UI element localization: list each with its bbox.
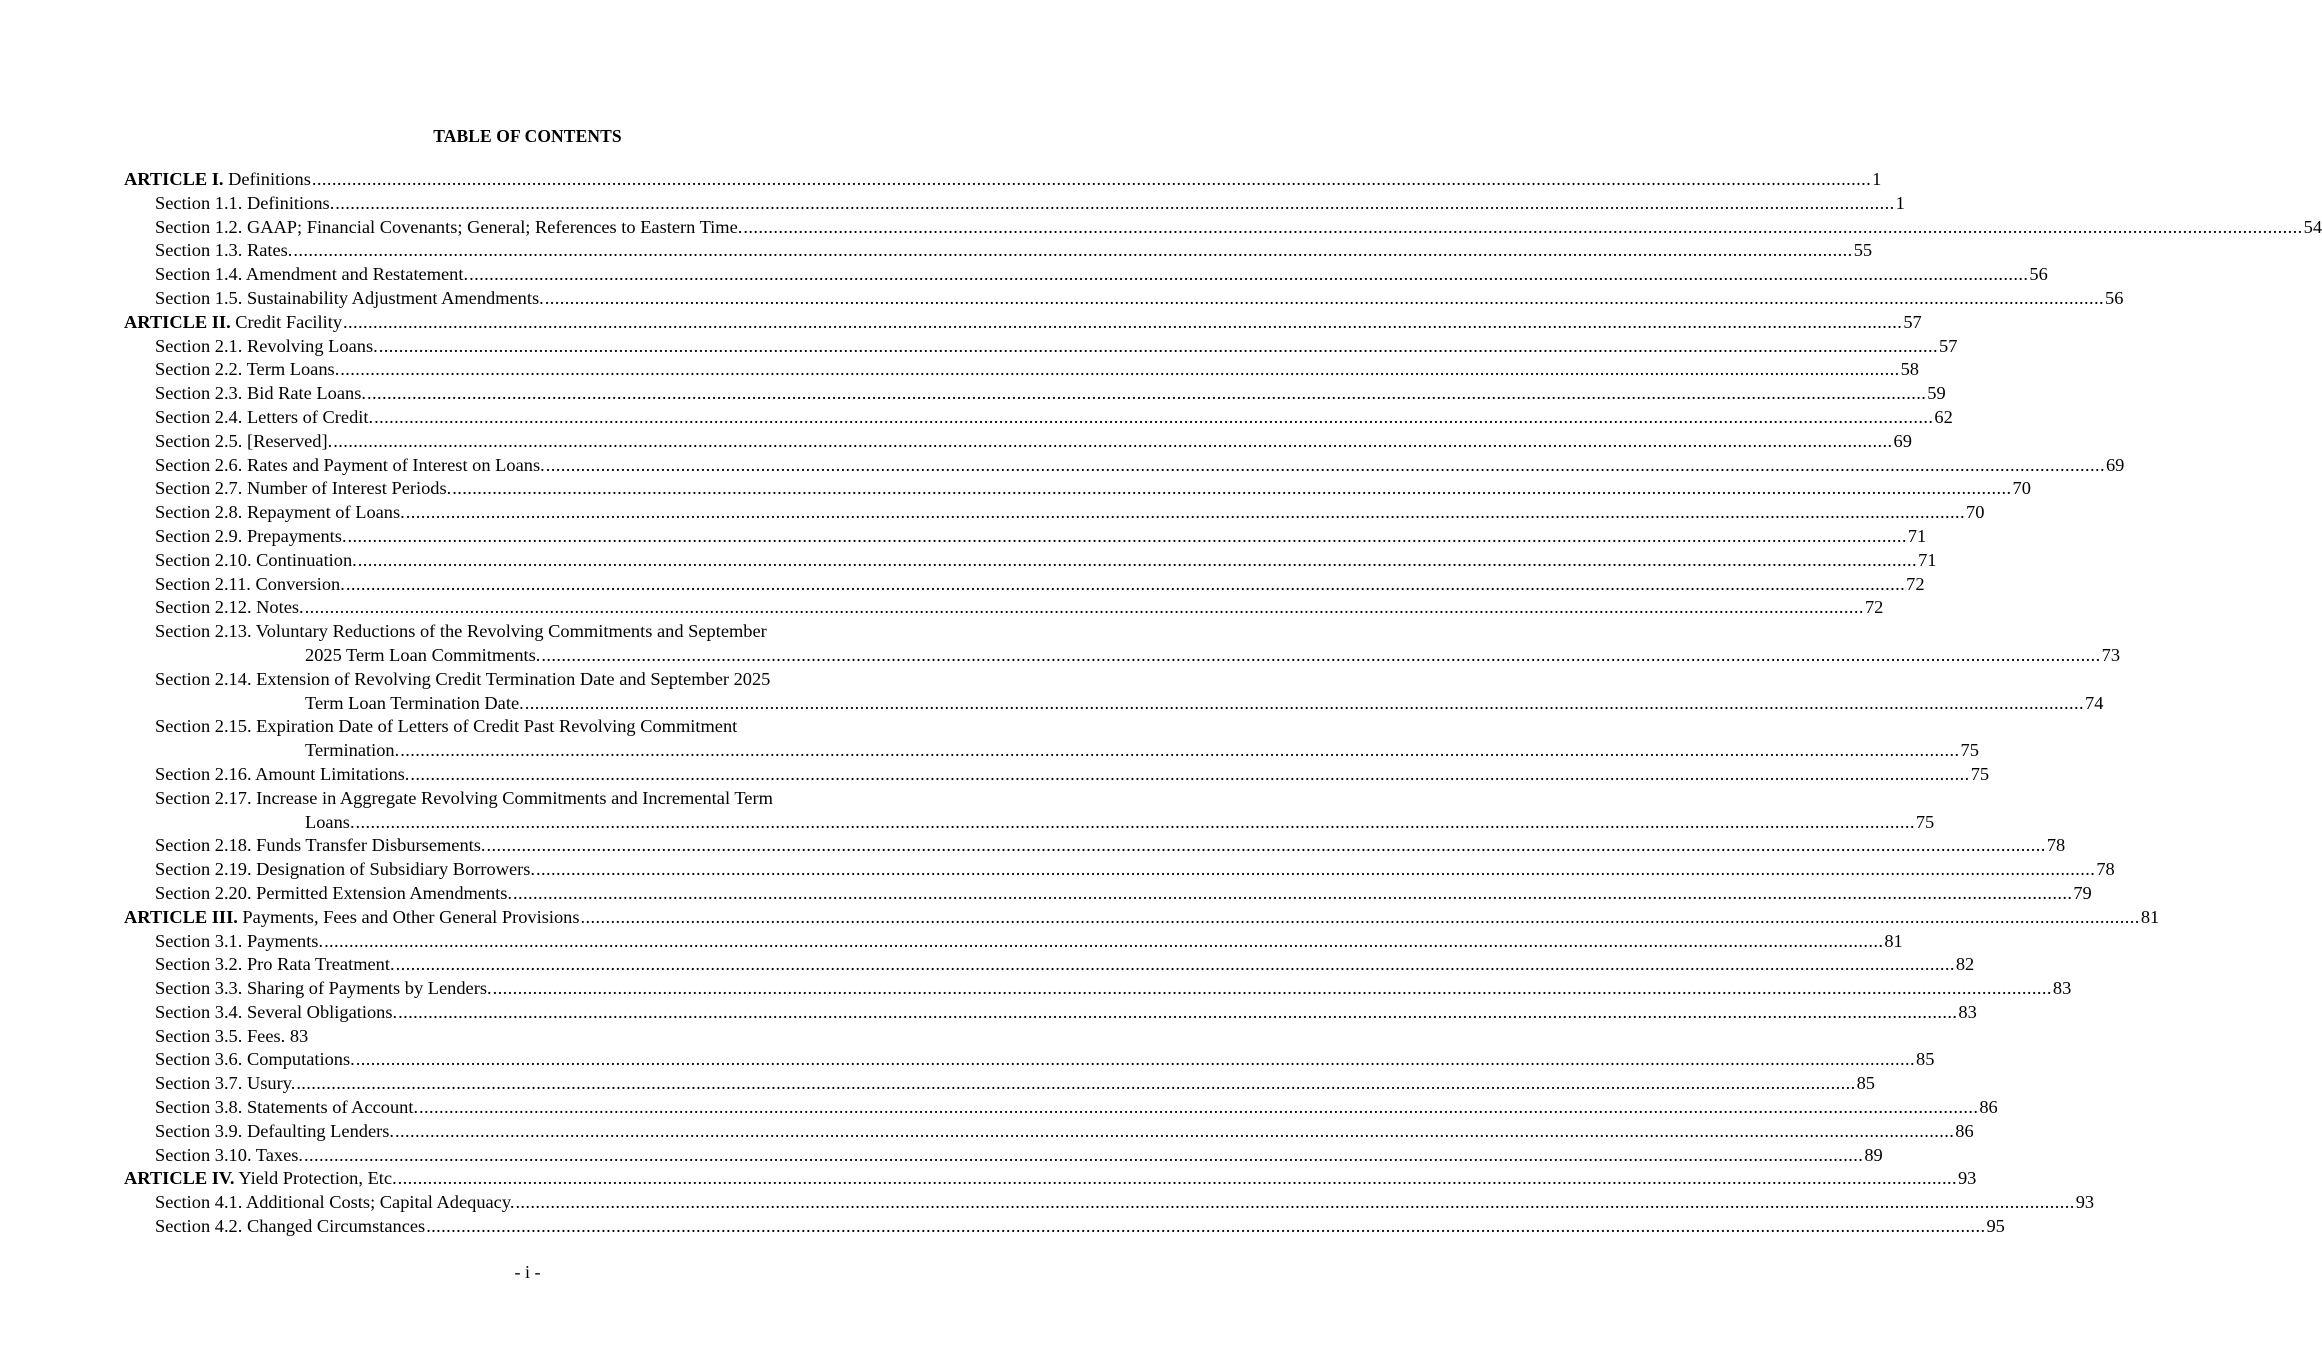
toc-entry-label: Section 1.2. GAAP; Financial Covenants; General; References to Eastern Time. (155, 216, 743, 237)
toc-article-number: ARTICLE IV. (124, 1168, 235, 1189)
toc-section-entry (124, 263, 2048, 287)
toc-entry-heading-line (124, 715, 932, 739)
toc-page-number: 56 (2029, 264, 2048, 285)
toc-article-number: ARTICLE II. (124, 311, 231, 332)
dot-leader (400, 739, 1959, 763)
dot-leader (545, 287, 2104, 311)
toc-entry-text: Section 3.5. Fees. 83 (155, 1025, 309, 1046)
dot-leader (743, 216, 2302, 240)
toc-page-number: 1 (1872, 169, 1882, 189)
toc-entry-label: ARTICLE IV. Yield Protection, Etc. (124, 1168, 397, 1189)
toc-continuation-entry (124, 811, 1935, 835)
toc-page-number: 86 (1979, 1097, 1998, 1118)
dot-leader (305, 596, 1864, 620)
toc-entry-label: Section 1.1. Definitions. (155, 192, 335, 213)
toc-page-number: 89 (1864, 1144, 1883, 1165)
dot-leader (452, 477, 2011, 501)
toc-entry-label: Termination. (305, 740, 400, 761)
toc-entry-label: Section 2.1. Revolving Loans. (155, 335, 378, 356)
dot-leader (379, 335, 1938, 359)
dot-leader (513, 882, 2072, 906)
toc-page-number: 57 (1939, 335, 1958, 356)
toc-entry-text: Section 2.15. Expiration Date of Letters of Credit Past Revolving Commitment (155, 716, 738, 737)
toc-page-number: 75 (1960, 740, 1979, 761)
dot-leader (356, 1048, 1915, 1072)
toc-entry-label: Section 2.2. Term Loans. (155, 359, 340, 380)
dot-leader (395, 1120, 1954, 1144)
dot-leader (546, 454, 2105, 478)
toc-entry-label: 2025 Term Loan Commitments. (305, 644, 541, 665)
toc-page-number: 72 (1864, 597, 1884, 618)
toc-page-number: 95 (1986, 1216, 2005, 1237)
toc-page-number: 70 (1966, 502, 1985, 523)
toc-entry-heading-line (124, 620, 932, 644)
toc-entry-label: Section 2.19. Designation of Subsidiary Borrowers. (155, 859, 536, 880)
dot-leader (419, 1096, 1978, 1120)
toc-page-number: 55 (1853, 240, 1873, 261)
toc-page-number: 81 (1884, 930, 1903, 951)
toc-entry-label: Section 2.3. Bid Rate Loans. (155, 383, 366, 404)
toc-page-number: 73 (2101, 644, 2121, 665)
toc-page-number: 86 (1955, 1120, 1974, 1141)
toc-page-number: 69 (2105, 454, 2125, 475)
dot-leader (541, 644, 2100, 668)
toc-entry-text: Section 2.17. Increase in Aggregate Revolving Commitments and Incremental Term (155, 787, 773, 808)
toc-article-number: ARTICLE III. (124, 906, 238, 927)
toc-section-entry (124, 1072, 1875, 1096)
dot-leader (304, 1144, 1863, 1168)
toc-page-number: 54 (2303, 216, 2322, 237)
toc-section-entry (124, 454, 2125, 478)
toc-section-entry (124, 477, 2031, 501)
toc-section-entry (124, 882, 2092, 906)
dot-leader (356, 811, 1915, 835)
toc-article-entry (124, 1167, 1977, 1191)
dot-leader (487, 834, 2046, 858)
toc-page-number: 59 (1927, 383, 1946, 404)
dot-leader (410, 763, 1969, 787)
toc-section-entry (124, 763, 1990, 787)
toc-entry-label: Section 3.3. Sharing of Payments by Lenders. (155, 978, 492, 999)
dot-leader (493, 977, 2052, 1001)
dot-leader (296, 1072, 1855, 1096)
toc-page-number: 75 (1970, 763, 1990, 784)
dot-leader (312, 168, 1871, 192)
toc-entry-heading-line (124, 668, 932, 692)
toc-section-entry (124, 1120, 1974, 1144)
toc-continuation-entry (124, 692, 2104, 716)
toc-page-number: 83 (2052, 978, 2072, 999)
toc-page-number: 62 (1934, 406, 1953, 427)
toc-section-entry (124, 1215, 2005, 1239)
dot-leader (333, 430, 1892, 454)
dot-leader (525, 692, 2084, 716)
toc-article-entry (124, 168, 1882, 192)
dot-leader (374, 406, 1933, 430)
toc-page-number: 70 (2012, 478, 2031, 499)
toc-title: TABLE OF CONTENTS (433, 126, 622, 146)
toc-section-entry (124, 1144, 1883, 1168)
toc-entry-text: Section 2.14. Extension of Revolving Credit Termination Date and September 2025 (155, 668, 771, 689)
toc-entry-label: Section 3.4. Several Obligations. (155, 1001, 398, 1022)
toc-page-number: 78 (2096, 859, 2115, 880)
toc-entry-label: Section 2.8. Repayment of Loans. (155, 502, 405, 523)
toc-entry-label: Section 3.1. Payments. (155, 930, 324, 951)
toc-page-number: 93 (1957, 1168, 1977, 1189)
toc-section-entry (124, 977, 2072, 1001)
toc-entry-label: Term Loan Termination Date. (305, 692, 524, 713)
toc-entry-label: Section 1.4. Amendment and Restatement. (155, 264, 469, 285)
toc-entry-text: Section 2.13. Voluntary Reductions of the Revolving Commitments and September (155, 621, 767, 642)
toc-entry-label: Section 3.6. Computations. (155, 1049, 355, 1070)
toc-entry-label: Section 3.10. Taxes. (155, 1144, 304, 1165)
toc-section-entry (124, 192, 1905, 216)
toc-entry-label: Section 3.9. Defaulting Lenders. (155, 1120, 395, 1141)
toc-section-entry (124, 1001, 1977, 1025)
toc-page-number: 1 (1895, 192, 1905, 213)
page-number-footer: - i - (514, 1262, 541, 1282)
toc-section-entry (124, 596, 1884, 620)
toc-page-number: 74 (2085, 692, 2104, 713)
toc-article-number: ARTICLE I. (124, 169, 224, 189)
toc-page-number: 69 (1893, 430, 1912, 451)
toc-entry-heading-line (124, 1025, 932, 1049)
dot-leader (426, 1215, 1985, 1239)
toc-article-entry (124, 311, 1922, 335)
toc-entry-label: Section 3.8. Statements of Account. (155, 1097, 419, 1118)
toc-section-entry (124, 1191, 2095, 1215)
toc-page-number: 83 (1958, 1001, 1977, 1022)
dot-leader (398, 1167, 1957, 1191)
toc-section-entry (124, 573, 1925, 597)
toc-entry-label: Section 2.20. Permitted Extension Amendments. (155, 882, 513, 903)
toc-entry-label: Section 2.6. Rates and Payment of Interest on Loans. (155, 454, 545, 475)
toc-entry-label: Section 1.5. Sustainability Adjustment Amendments. (155, 287, 544, 308)
dot-leader (340, 358, 1899, 382)
toc-entry-label: Section 2.4. Letters of Credit. (155, 406, 374, 427)
toc-page-number: 79 (2073, 882, 2092, 903)
toc-section-entry (124, 358, 1919, 382)
toc-section-entry (124, 953, 1975, 977)
toc-entry-label: Section 2.10. Continuation. (155, 549, 357, 570)
dot-leader (469, 263, 2028, 287)
toc-entry-label: Section 2.5. [Reserved]. (155, 430, 333, 451)
toc-section-entry (124, 930, 1903, 954)
toc-entry-label: ARTICLE II. Credit Facility (124, 311, 343, 332)
toc-page-number: 72 (1906, 573, 1925, 594)
toc-entry-label: Section 4.2. Changed Circumstances (155, 1216, 426, 1237)
dot-leader (324, 930, 1883, 954)
toc-page-number: 75 (1915, 811, 1935, 832)
dot-leader (358, 549, 1917, 573)
toc-entry-label: Section 1.3. Rates. (155, 240, 293, 261)
dot-leader (335, 192, 1894, 216)
dot-leader (515, 1191, 2074, 1215)
toc-section-entry (124, 382, 1946, 406)
toc-entry-label: ARTICLE III. Payments, Fees and Other General Provisions (124, 906, 580, 927)
toc-section-entry (124, 216, 2322, 240)
toc-entry-label: Section 2.16. Amount Limitations. (155, 763, 410, 784)
dot-leader (398, 1001, 1957, 1025)
dot-leader (367, 382, 1926, 406)
dot-leader (293, 239, 1852, 263)
toc-entry-label: Section 2.11. Conversion. (155, 573, 345, 594)
toc-entry-label: Section 2.12. Notes. (155, 597, 304, 618)
toc-article-entry (124, 906, 2160, 930)
toc-entry-label: Loans. (305, 811, 355, 832)
dot-leader (346, 573, 1905, 597)
dot-leader (581, 906, 2140, 930)
toc-entry-label: Section 2.9. Prepayments. (155, 525, 347, 546)
dot-leader (536, 858, 2095, 882)
toc-entry-label: Section 3.7. Usury. (155, 1073, 296, 1094)
toc-continuation-entry (124, 739, 1979, 763)
dot-leader (343, 311, 1902, 335)
toc-entry-heading-line (124, 787, 932, 811)
toc-page-number: 58 (1900, 359, 1919, 380)
toc-section-entry (124, 834, 2066, 858)
toc-section-entry (124, 430, 1912, 454)
dot-leader (406, 501, 1965, 525)
toc-page-number: 81 (2140, 906, 2160, 927)
toc-page-number: 71 (1918, 549, 1937, 570)
toc-page-number: 85 (1916, 1049, 1935, 1070)
toc-section-entry (124, 335, 1958, 359)
toc-page-number: 85 (1856, 1073, 1875, 1094)
toc-page-number: 71 (1907, 525, 1927, 546)
toc-section-entry (124, 406, 1953, 430)
toc-section-entry (124, 287, 2124, 311)
toc-section-entry (124, 1096, 1998, 1120)
toc-entry-label: Section 2.7. Number of Interest Periods. (155, 478, 452, 499)
toc-entry-label: ARTICLE I. Definitions (124, 169, 311, 189)
toc-entry-label: Section 3.2. Pro Rata Treatment. (155, 954, 395, 975)
dot-leader (396, 953, 1955, 977)
toc-section-entry (124, 239, 1873, 263)
toc-page-number: 82 (1955, 954, 1975, 975)
toc-entry-label: Section 4.1. Additional Costs; Capital Adequacy. (155, 1192, 515, 1213)
toc-page-number: 93 (2075, 1192, 2095, 1213)
toc-page-number: 57 (1903, 311, 1922, 332)
toc-section-entry (124, 501, 1985, 525)
toc-entry-label: Section 2.18. Funds Transfer Disbursements. (155, 835, 486, 856)
toc-section-entry (124, 525, 1927, 549)
toc-section-entry (124, 549, 1937, 573)
toc-continuation-entry (124, 644, 2121, 668)
toc-list (124, 168, 2322, 1239)
toc-page-number: 78 (2046, 835, 2066, 856)
toc-section-entry (124, 1048, 1935, 1072)
toc-section-entry (124, 858, 2115, 882)
toc-page-number: 56 (2105, 287, 2124, 308)
dot-leader (348, 525, 1907, 549)
